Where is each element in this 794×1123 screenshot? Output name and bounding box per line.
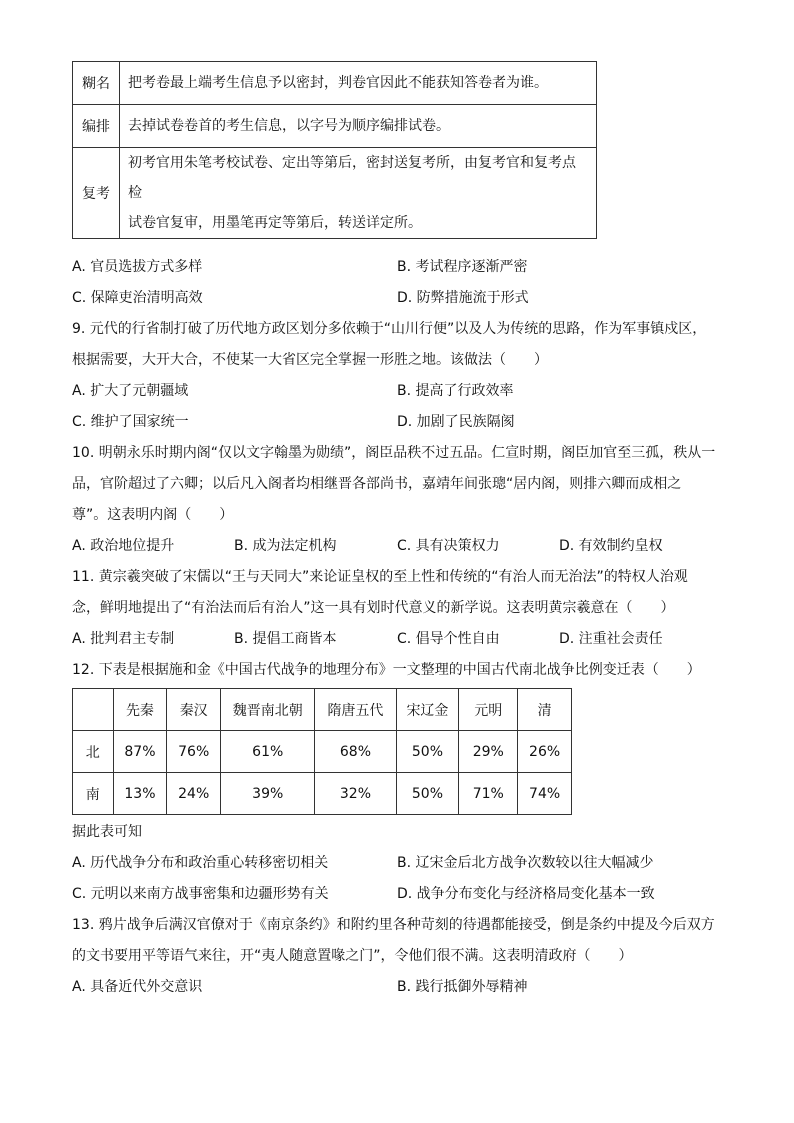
- table-cell: 68%: [315, 731, 396, 773]
- q9-option-b: B. 提高了行政效率: [397, 383, 514, 399]
- q13-option-b: B. 践行抵御外辱精神: [397, 979, 528, 995]
- table-cell: 29%: [459, 731, 518, 773]
- table-row: [73, 105, 597, 148]
- table-header-cell: 先秦: [113, 689, 167, 731]
- table-cell: 74%: [518, 773, 572, 815]
- q11-option-c: C. 倡导个性自由: [397, 631, 500, 647]
- table-cell: 71%: [459, 773, 518, 815]
- table-cell: 26%: [518, 731, 572, 773]
- table-cell: 北: [73, 731, 114, 773]
- table-cell: 24%: [167, 773, 221, 815]
- q11-option-b: B. 提倡工商皆本: [234, 631, 337, 647]
- table-cell: 南: [73, 773, 114, 815]
- table-cell: 32%: [315, 773, 396, 815]
- q8-option-a: A. 官员选拔方式多样: [72, 259, 203, 275]
- q13-stem-line: 13. 鸦片战争后满汉官僚对于《南京条约》和附约里各种苛刻的待遇都能接受，倒是条约中提及今后双方: [72, 917, 715, 933]
- cell-line: 初考官用朱笔考校试卷、定出等第后，密封送复考所，由复考官和复考点检: [128, 155, 576, 201]
- table-cell-value: 去掉试卷卷首的考生信息，以字号为顺序编排试卷。: [120, 105, 597, 148]
- q10-option-b: B. 成为法定机构: [234, 538, 337, 554]
- table-cell: 13%: [113, 773, 167, 815]
- table-header-cell: 元明: [459, 689, 518, 731]
- q13-option-a: A. 具备近代外交意识: [72, 979, 203, 995]
- table-cell: 87%: [113, 731, 167, 773]
- q9-option-a: A. 扩大了元朝疆域: [72, 383, 189, 399]
- table-cell: 39%: [221, 773, 315, 815]
- q8-option-d: D. 防弊措施流于形式: [397, 290, 529, 306]
- q9-stem-line: 根据需要，大开大合，不使某一大省区完全掌握一形胜之地。该做法（ ）: [72, 352, 548, 368]
- q8-option-c: C. 保障吏治清明高效: [72, 290, 203, 306]
- q13-stem-line: 的文书要用平等语气来往，开“夷人随意置喙之门”，令他们很不满。这表明清政府（ ）: [72, 948, 633, 964]
- q10-stem-line: 10. 明朝永乐时期内阁“仅以文字翰墨为勋绩”，阁臣品秩不过五品。仁宣时期，阁臣加官至三孤，秩从一: [72, 445, 716, 461]
- q11-option-a: A. 批判君主专制: [72, 631, 175, 647]
- q11-stem-line: 11. 黄宗羲突破了宋儒以“王与天同大”来论证皇权的至上性和传统的“有治人而无治法”的特权人治观: [72, 569, 688, 585]
- cell-line: 试卷官复审，用墨笔再定等第后，转送详定所。: [128, 215, 422, 231]
- table-cell: 50%: [396, 773, 459, 815]
- q9-option-d: D. 加剧了民族隔阂: [397, 414, 515, 430]
- q11-option-d: D. 注重社会责任: [559, 631, 663, 647]
- table-header-cell: 清: [518, 689, 572, 731]
- q12-option-a: A. 历代战争分布和政治重心转移密切相关: [72, 855, 329, 871]
- table-cell-key: 糊名: [73, 62, 120, 105]
- q10-stem-line: 品，官阶超过了六卿；以后凡入阁者均相继晋各部尚书，嘉靖年间张璁“居内阁，则排六卿而成相之: [72, 476, 682, 492]
- q12-option-d: D. 战争分布变化与经济格局变化基本一致: [397, 886, 655, 902]
- table-row: [73, 773, 572, 815]
- procedure-table: [72, 61, 597, 239]
- table-header-cell: 宋辽金: [396, 689, 459, 731]
- table-header-row: [73, 689, 572, 731]
- q9-stem-line: 9. 元代的行省制打破了历代地方政区划分多依赖于“山川行便”以及人为传统的思路，作为军事镇戍区，: [72, 321, 707, 337]
- table-header-cell: 魏晋南北朝: [221, 689, 315, 731]
- table-row: [73, 731, 572, 773]
- q12-stem-line: 12. 下表是根据施和金《中国古代战争的地理分布》一文整理的中国古代南北战争比例变迁表（ ）: [72, 662, 701, 678]
- q12-after-text: 据此表可知: [72, 824, 142, 840]
- q11-stem-line: 念，鲜明地提出了“有治法而后有治人”这一具有划时代意义的新学说。这表明黄宗羲意在（ ）: [72, 600, 675, 616]
- table-cell: 50%: [396, 731, 459, 773]
- table-row: [73, 62, 597, 105]
- war-ratio-table: [72, 688, 572, 815]
- q12-option-b: B. 辽宋金后北方战争次数较以往大幅减少: [397, 855, 654, 871]
- q10-option-d: D. 有效制约皇权: [559, 538, 663, 554]
- table-header-cell: 隋唐五代: [315, 689, 396, 731]
- table-cell-key: 复考: [73, 148, 120, 239]
- q10-option-a: A. 政治地位提升: [72, 538, 175, 554]
- table-cell-value: [120, 148, 597, 239]
- table-cell-value: 把考卷最上端考生信息予以密封，判卷官因此不能获知答卷者为谁。: [120, 62, 597, 105]
- table-header-cell: 秦汉: [167, 689, 221, 731]
- table-cell-key: 编排: [73, 105, 120, 148]
- table-row: [73, 148, 597, 239]
- q10-option-c: C. 具有决策权力: [397, 538, 500, 554]
- q12-option-c: C. 元明以来南方战事密集和边疆形势有关: [72, 886, 329, 902]
- q10-stem-line: 尊”。这表明内阁（ ）: [72, 507, 234, 523]
- table-cell: 61%: [221, 731, 315, 773]
- table-header-cell: [73, 689, 114, 731]
- table-cell: 76%: [167, 731, 221, 773]
- q9-option-c: C. 维护了国家统一: [72, 414, 189, 430]
- q8-option-b: B. 考试程序逐渐严密: [397, 259, 528, 275]
